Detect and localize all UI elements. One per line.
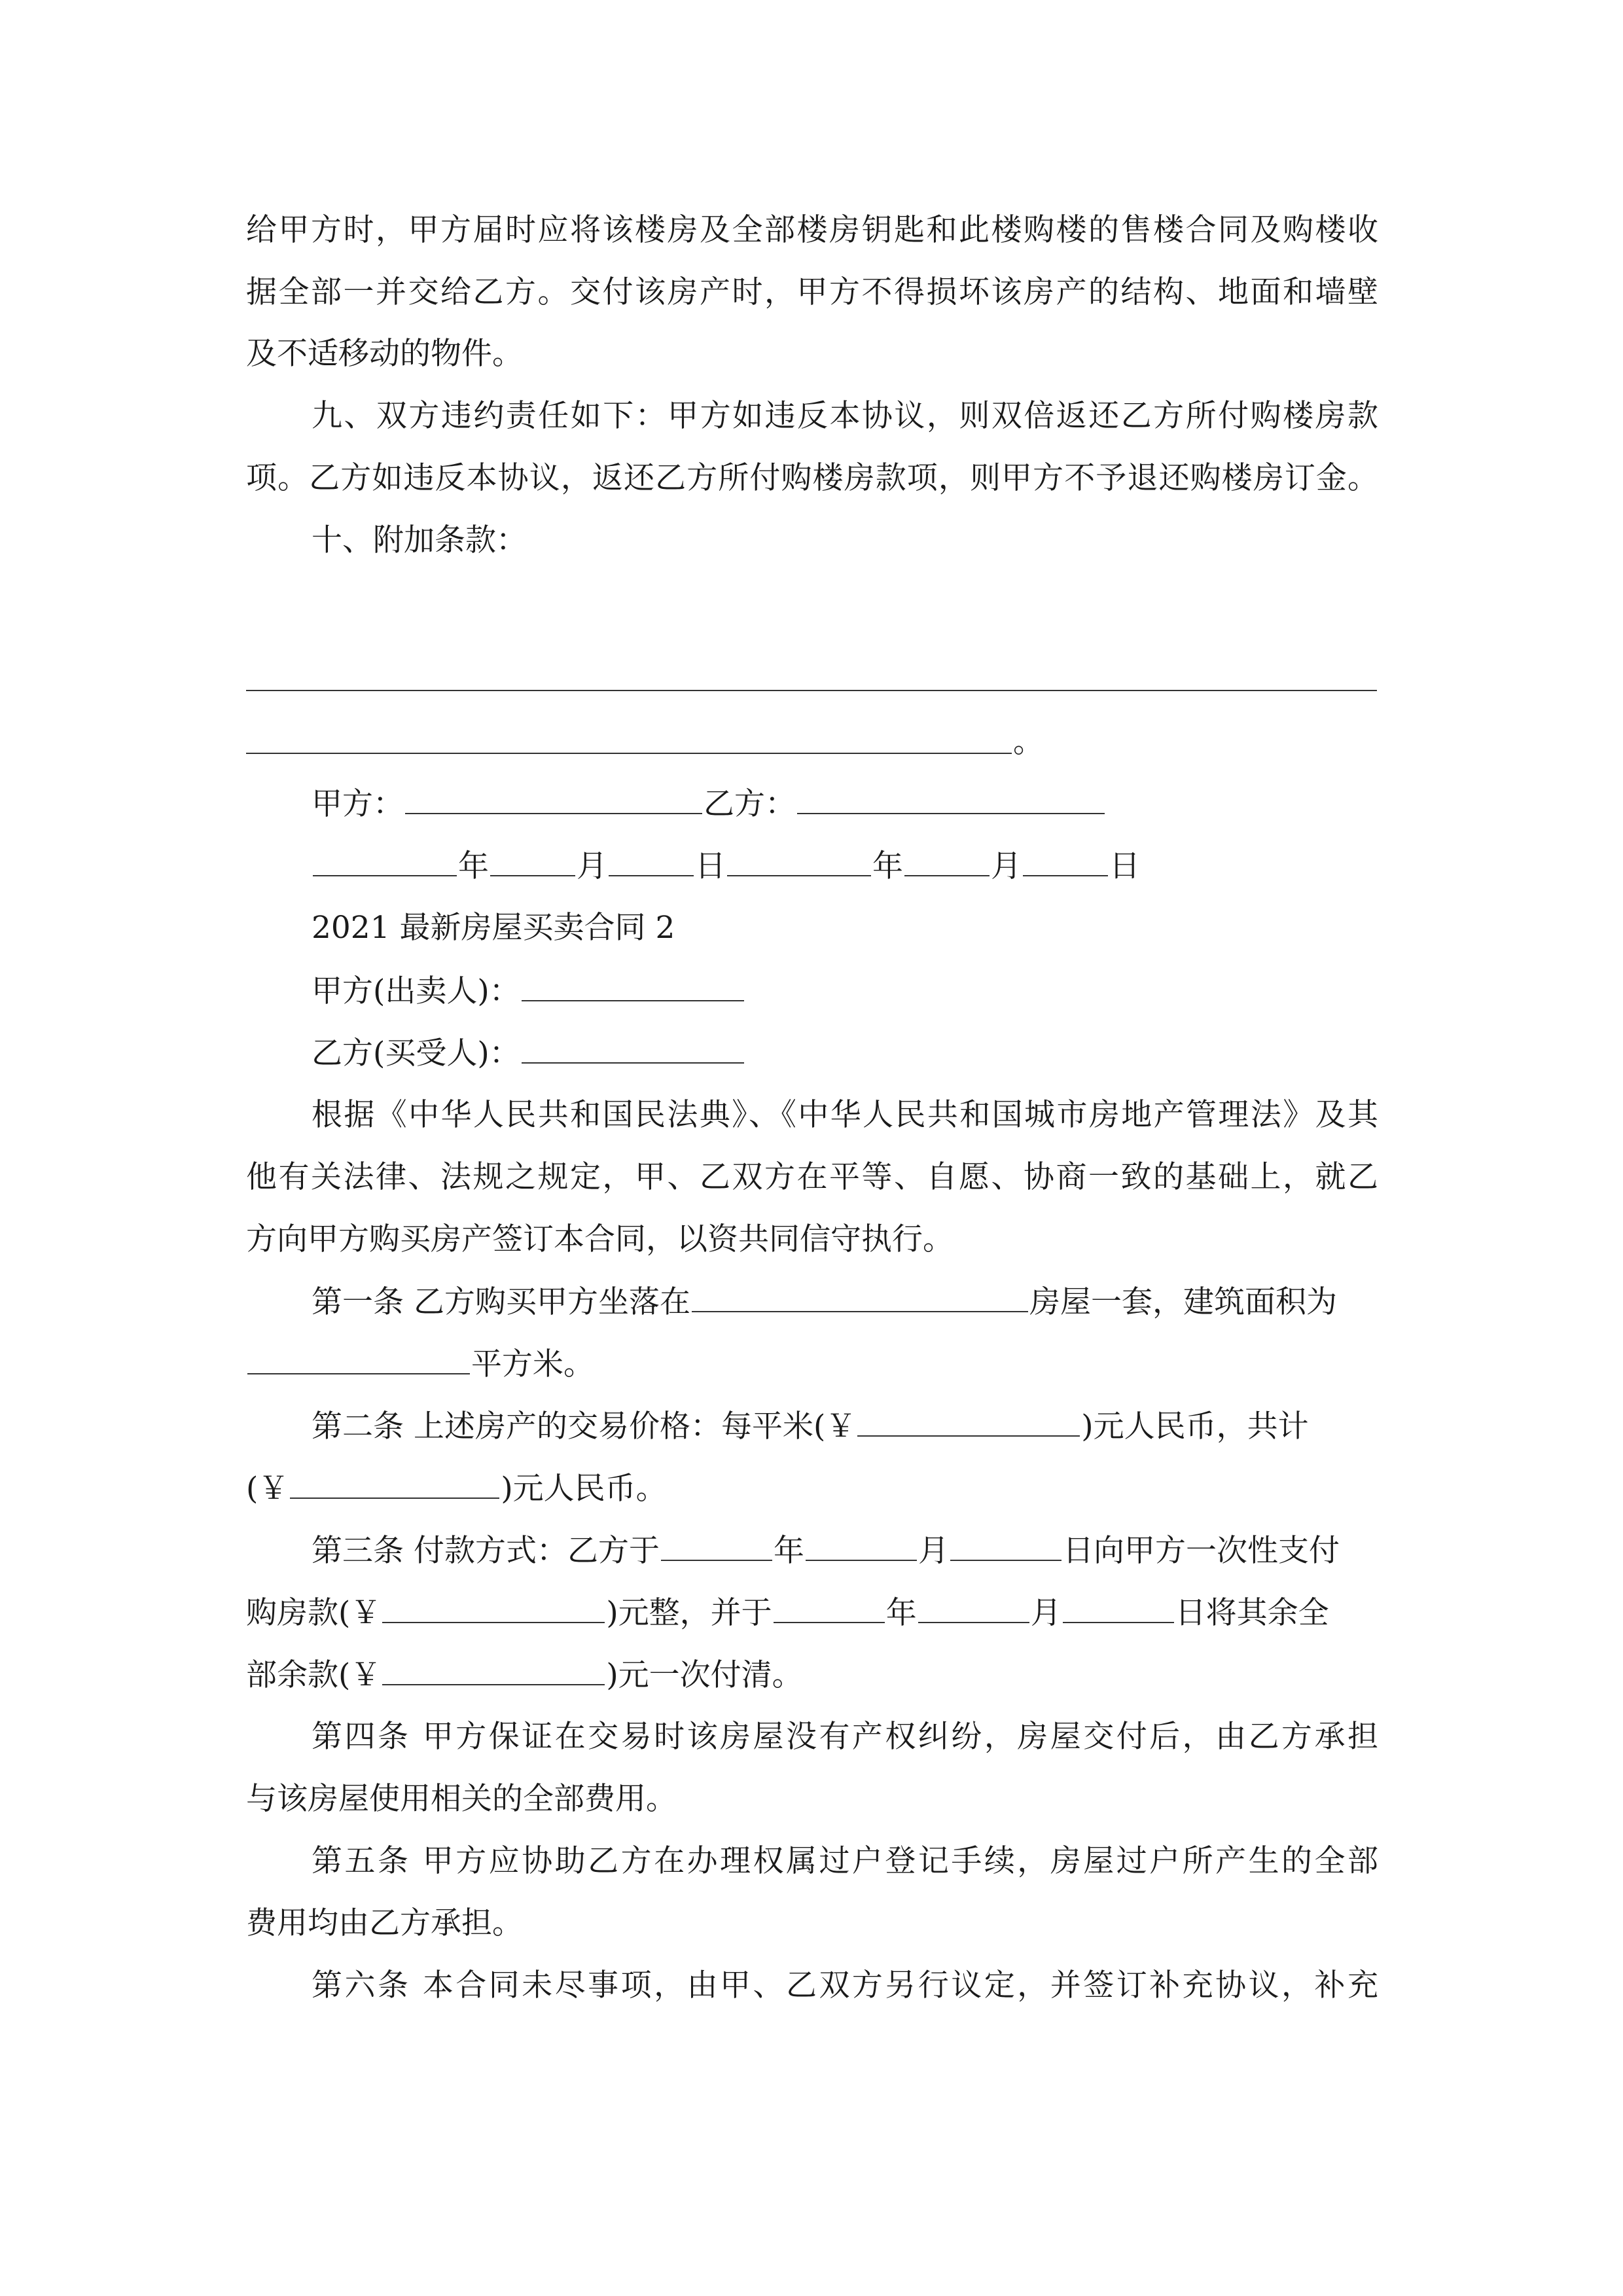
article-5-line: 第五条 甲方应协助乙方在办理权属过户登记手续，房屋过户所产生的全部 [312, 1843, 1378, 1879]
article-3-line [246, 1655, 1378, 1695]
date-blank [950, 1531, 1061, 1561]
clause-9-line: 九、双方违约责任如下：甲方如违反本协议，则双倍返还乙方所付购楼房款 [312, 398, 1378, 434]
article-2-text: )元人民币。 [501, 1471, 667, 1507]
year-label: 年 [872, 848, 903, 884]
seller-label: 甲方(出卖人)： [312, 973, 520, 1009]
article-2-text: (￥ [246, 1471, 289, 1507]
date-blank [661, 1531, 772, 1561]
article-6-line: 第六条 本合同未尽事项，由甲、乙双方另行议定，并签订补充协议，补充 [312, 1967, 1378, 2003]
party-a-label: 甲方： [312, 786, 404, 822]
article-1-text: 房屋一套，建筑面积为 [1029, 1284, 1337, 1320]
total-price-blank [290, 1469, 499, 1499]
article-3-text: 日将其余全 [1175, 1595, 1329, 1631]
year-label: 年 [885, 1595, 917, 1631]
article-3-text: 第三条 付款方式：乙方于 [312, 1533, 660, 1569]
article-3-text: 购房款(￥ [246, 1595, 382, 1631]
date-blank [1023, 846, 1108, 876]
article-2-text: )元人民币，共计 [1081, 1408, 1309, 1444]
buyer-row [312, 1033, 1378, 1073]
date-blank [490, 846, 575, 876]
paragraph-line: 据全部一并交给乙方。交付该房产时，甲方不得损坏该房产的结构、地面和墙壁 [246, 274, 1378, 310]
preamble-line: 方向甲方购买房产签订本合同，以资共同信守执行。 [246, 1221, 954, 1257]
paragraph-line: 给甲方时，甲方届时应将该楼房及全部楼房钥匙和此楼购楼的售楼合同及购楼收 [246, 212, 1378, 248]
party-a-blank [405, 784, 702, 814]
date-blank [904, 846, 990, 876]
signature-row [312, 784, 1378, 823]
paragraph-line: 及不适移动的物件。 [246, 336, 523, 372]
article-1-text: 第一条 乙方购买甲方坐落在 [312, 1284, 690, 1320]
end-mark: 。 [1013, 724, 1044, 760]
date-blank [609, 846, 694, 876]
article-3-line [312, 1531, 1378, 1570]
buyer-label: 乙方(买受人)： [312, 1035, 520, 1071]
party-b-blank [797, 784, 1105, 814]
preamble-line: 根据《中华人民共和国民法典》、《中华人民共和国城市房地产管理法》及其 [312, 1097, 1378, 1133]
contract-title: 2021 最新房屋买卖合同 2 [312, 910, 675, 946]
clause-9-line: 项。乙方如违反本协议，返还乙方所付购楼房款项，则甲方不予退还购楼房订金。 [246, 460, 1378, 496]
article-4-line: 第四条 甲方保证在交易时该房屋没有产权纠纷，房屋交付后，由乙方承担 [312, 1719, 1378, 1755]
year-label: 年 [458, 848, 489, 884]
article-3-text: 部余款(￥ [246, 1657, 382, 1693]
month-label: 月 [1030, 1595, 1061, 1631]
first-payment-blank [382, 1593, 605, 1623]
month-label: 月 [991, 848, 1022, 884]
day-label: 日 [695, 848, 726, 884]
area-blank [247, 1344, 470, 1374]
unit-price-blank [857, 1407, 1080, 1437]
date-blank [1063, 1593, 1174, 1623]
blank-line [246, 753, 1012, 754]
date-blank [727, 846, 871, 876]
party-b-label: 乙方： [704, 786, 796, 822]
article-1-text: 平方米。 [471, 1346, 594, 1382]
clause-10-label: 十、附加条款： [312, 522, 527, 558]
blank-line [246, 690, 1377, 691]
article-2-text: 第二条 上述房产的交易价格：每平米(￥ [312, 1408, 857, 1444]
address-blank [692, 1282, 1028, 1312]
article-3-text: )元一次付清。 [606, 1657, 803, 1693]
article-5-line: 费用均由乙方承担。 [246, 1905, 523, 1941]
month-label: 月 [918, 1533, 949, 1569]
date-row [312, 846, 1378, 886]
date-blank [774, 1593, 885, 1623]
month-label: 月 [577, 848, 607, 884]
buyer-blank [522, 1033, 744, 1064]
article-3-text: )元整，并于 [606, 1595, 772, 1631]
seller-row [312, 971, 1378, 1011]
article-1-line [246, 1344, 1378, 1384]
balance-blank [382, 1655, 605, 1685]
year-label: 年 [773, 1533, 804, 1569]
date-blank [313, 846, 457, 876]
article-2-line [246, 1469, 1378, 1508]
article-2-line [312, 1407, 1378, 1446]
preamble-line: 他有关法律、法规之规定，甲、乙双方在平等、自愿、协商一致的基础上，就乙 [246, 1159, 1378, 1195]
date-blank [806, 1531, 917, 1561]
article-3-line [246, 1593, 1378, 1632]
seller-blank [522, 971, 744, 1001]
date-blank [918, 1593, 1029, 1623]
article-1-line [312, 1282, 1378, 1321]
article-3-text: 日向甲方一次性支付 [1062, 1533, 1340, 1569]
day-label: 日 [1109, 848, 1140, 884]
article-4-line: 与该房屋使用相关的全部费用。 [246, 1781, 677, 1817]
